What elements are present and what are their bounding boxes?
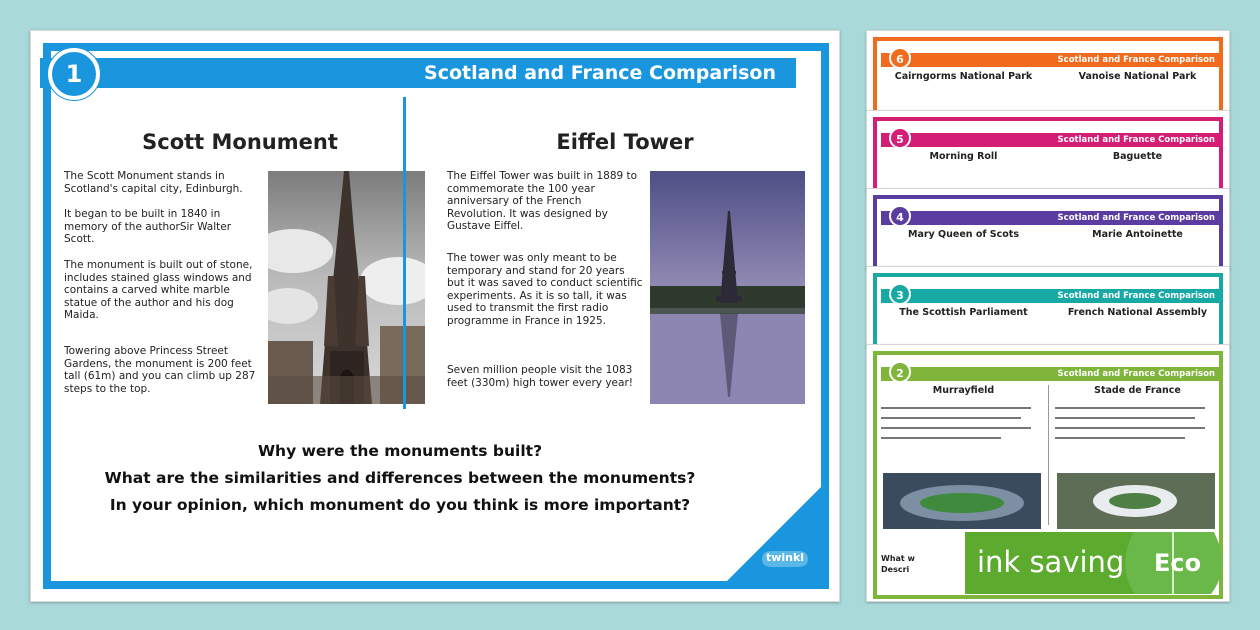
left-heading: Scott Monument	[142, 130, 338, 154]
side-slide-2-number: 2	[889, 361, 911, 383]
side-slide-6	[866, 30, 1230, 112]
side-slide-5-title: Scotland and France Comparison	[1057, 135, 1215, 145]
side-slide-6-header	[881, 53, 1223, 67]
side-slide-3-number: 3	[889, 283, 911, 305]
side-slide-2-text-line	[1055, 407, 1205, 409]
side-slide-3-right-heading: French National Assembly	[1067, 307, 1208, 318]
slide-number-badge: 1	[48, 48, 100, 100]
slide-title: Scotland and France Comparison	[424, 62, 776, 84]
side-slide-2-text-line	[881, 437, 1001, 439]
side-slide-2-text-line	[1055, 427, 1205, 429]
side-slide-3-title: Scotland and France Comparison	[1057, 291, 1215, 301]
side-slide-2-footer	[881, 553, 915, 575]
side-slide-2-title: Scotland and France Comparison	[1057, 369, 1215, 379]
side-slide-2-footer-line-2: Descri	[881, 565, 910, 574]
right-paragraph-1: The Eiffel Tower was built in 1889 to commemorate the 100 year anniversary of the French Revolution. It was designed by Gustave Eiffel.	[447, 170, 638, 233]
side-slide-2-text-line	[1055, 437, 1185, 439]
side-slide-5-right-heading: Baguette	[1112, 151, 1163, 162]
twinkl-logo	[758, 547, 812, 571]
left-paragraph-3: The monument is built out of stone, includes stained glass windows and contains a carved white marble statue of the author and his dog Maida.	[64, 259, 253, 322]
side-slide-2-text-line	[881, 427, 1031, 429]
eco-badge-word: Eco	[1154, 549, 1202, 577]
side-slide-4	[866, 188, 1230, 270]
scott-monument-photo	[268, 171, 425, 404]
side-slide-6-right-heading: Vanoise National Park	[1078, 71, 1197, 82]
slide-header-bar	[40, 58, 796, 88]
column-divider	[403, 97, 406, 409]
side-slide-5-header	[881, 133, 1223, 147]
side-slide-4-left-heading: Mary Queen of Scots	[907, 229, 1019, 240]
side-slide-2-left-heading: Murrayfield	[932, 385, 995, 396]
side-slide-4-header	[881, 211, 1223, 225]
eiffel-tower-photo	[650, 171, 805, 404]
murrayfield-photo	[883, 473, 1041, 529]
eco-ink-saving-badge	[965, 532, 1237, 594]
side-slide-3-left-heading: The Scottish Parliament	[899, 307, 1028, 318]
right-paragraph-3: Seven million people visit the 1083 feet (330m) high tower every year!	[447, 364, 633, 389]
corner-decoration	[719, 479, 829, 589]
side-slide-4-right-heading: Marie Antoinette	[1092, 229, 1183, 240]
side-slide-5-number: 5	[889, 127, 911, 149]
side-slide-2-right-heading: Stade de France	[1094, 385, 1181, 396]
side-slide-6-left-heading: Cairngorms National Park	[894, 71, 1033, 82]
left-paragraph-1: The Scott Monument stands in Scotland's capital city, Edinburgh.	[64, 170, 243, 195]
side-slide-6-number: 6	[889, 47, 911, 69]
side-slide-6-title: Scotland and France Comparison	[1057, 55, 1215, 65]
side-slide-5	[866, 110, 1230, 192]
question-2: What are the similarities and differences between the monuments?	[104, 469, 696, 487]
side-slide-2-footer-line-1: What w	[881, 554, 915, 563]
side-slide-3	[866, 266, 1230, 348]
side-slide-2-header	[881, 367, 1223, 381]
left-paragraph-4: Towering above Princess Street Gardens, the monument is 200 feet tall (61m) and you can climb up 287 steps to the top.	[64, 345, 256, 395]
stade-de-france-photo	[1057, 473, 1215, 529]
left-paragraph-2: It began to be built in 1840 in memory of the authorSir Walter Scott.	[64, 208, 232, 246]
side-slide-2-text-line	[1055, 417, 1195, 419]
side-slide-2-text-line	[881, 417, 1021, 419]
right-paragraph-2: The tower was only meant to be temporary and stand for 20 years but it was saved to conduct scientific experiments. As it is so tall, it was used to transmit the first radio programme in France in 1925.	[447, 252, 643, 327]
twinkl-logo-text: twinkl	[765, 551, 805, 564]
question-1: Why were the monuments built?	[257, 442, 543, 460]
side-slide-2-text-line	[881, 407, 1031, 409]
question-3: In your opinion, which monument do you think is more important?	[109, 496, 691, 514]
side-slide-4-title: Scotland and France Comparison	[1057, 213, 1215, 223]
side-slide-2-divider	[1048, 385, 1049, 525]
side-slide-4-number: 4	[889, 205, 911, 227]
discussion-questions	[80, 438, 720, 519]
eco-badge-label: ink saving	[977, 545, 1125, 579]
right-heading: Eiffel Tower	[556, 130, 694, 154]
side-slide-5-left-heading: Morning Roll	[929, 151, 998, 162]
side-slide-3-header	[881, 289, 1223, 303]
